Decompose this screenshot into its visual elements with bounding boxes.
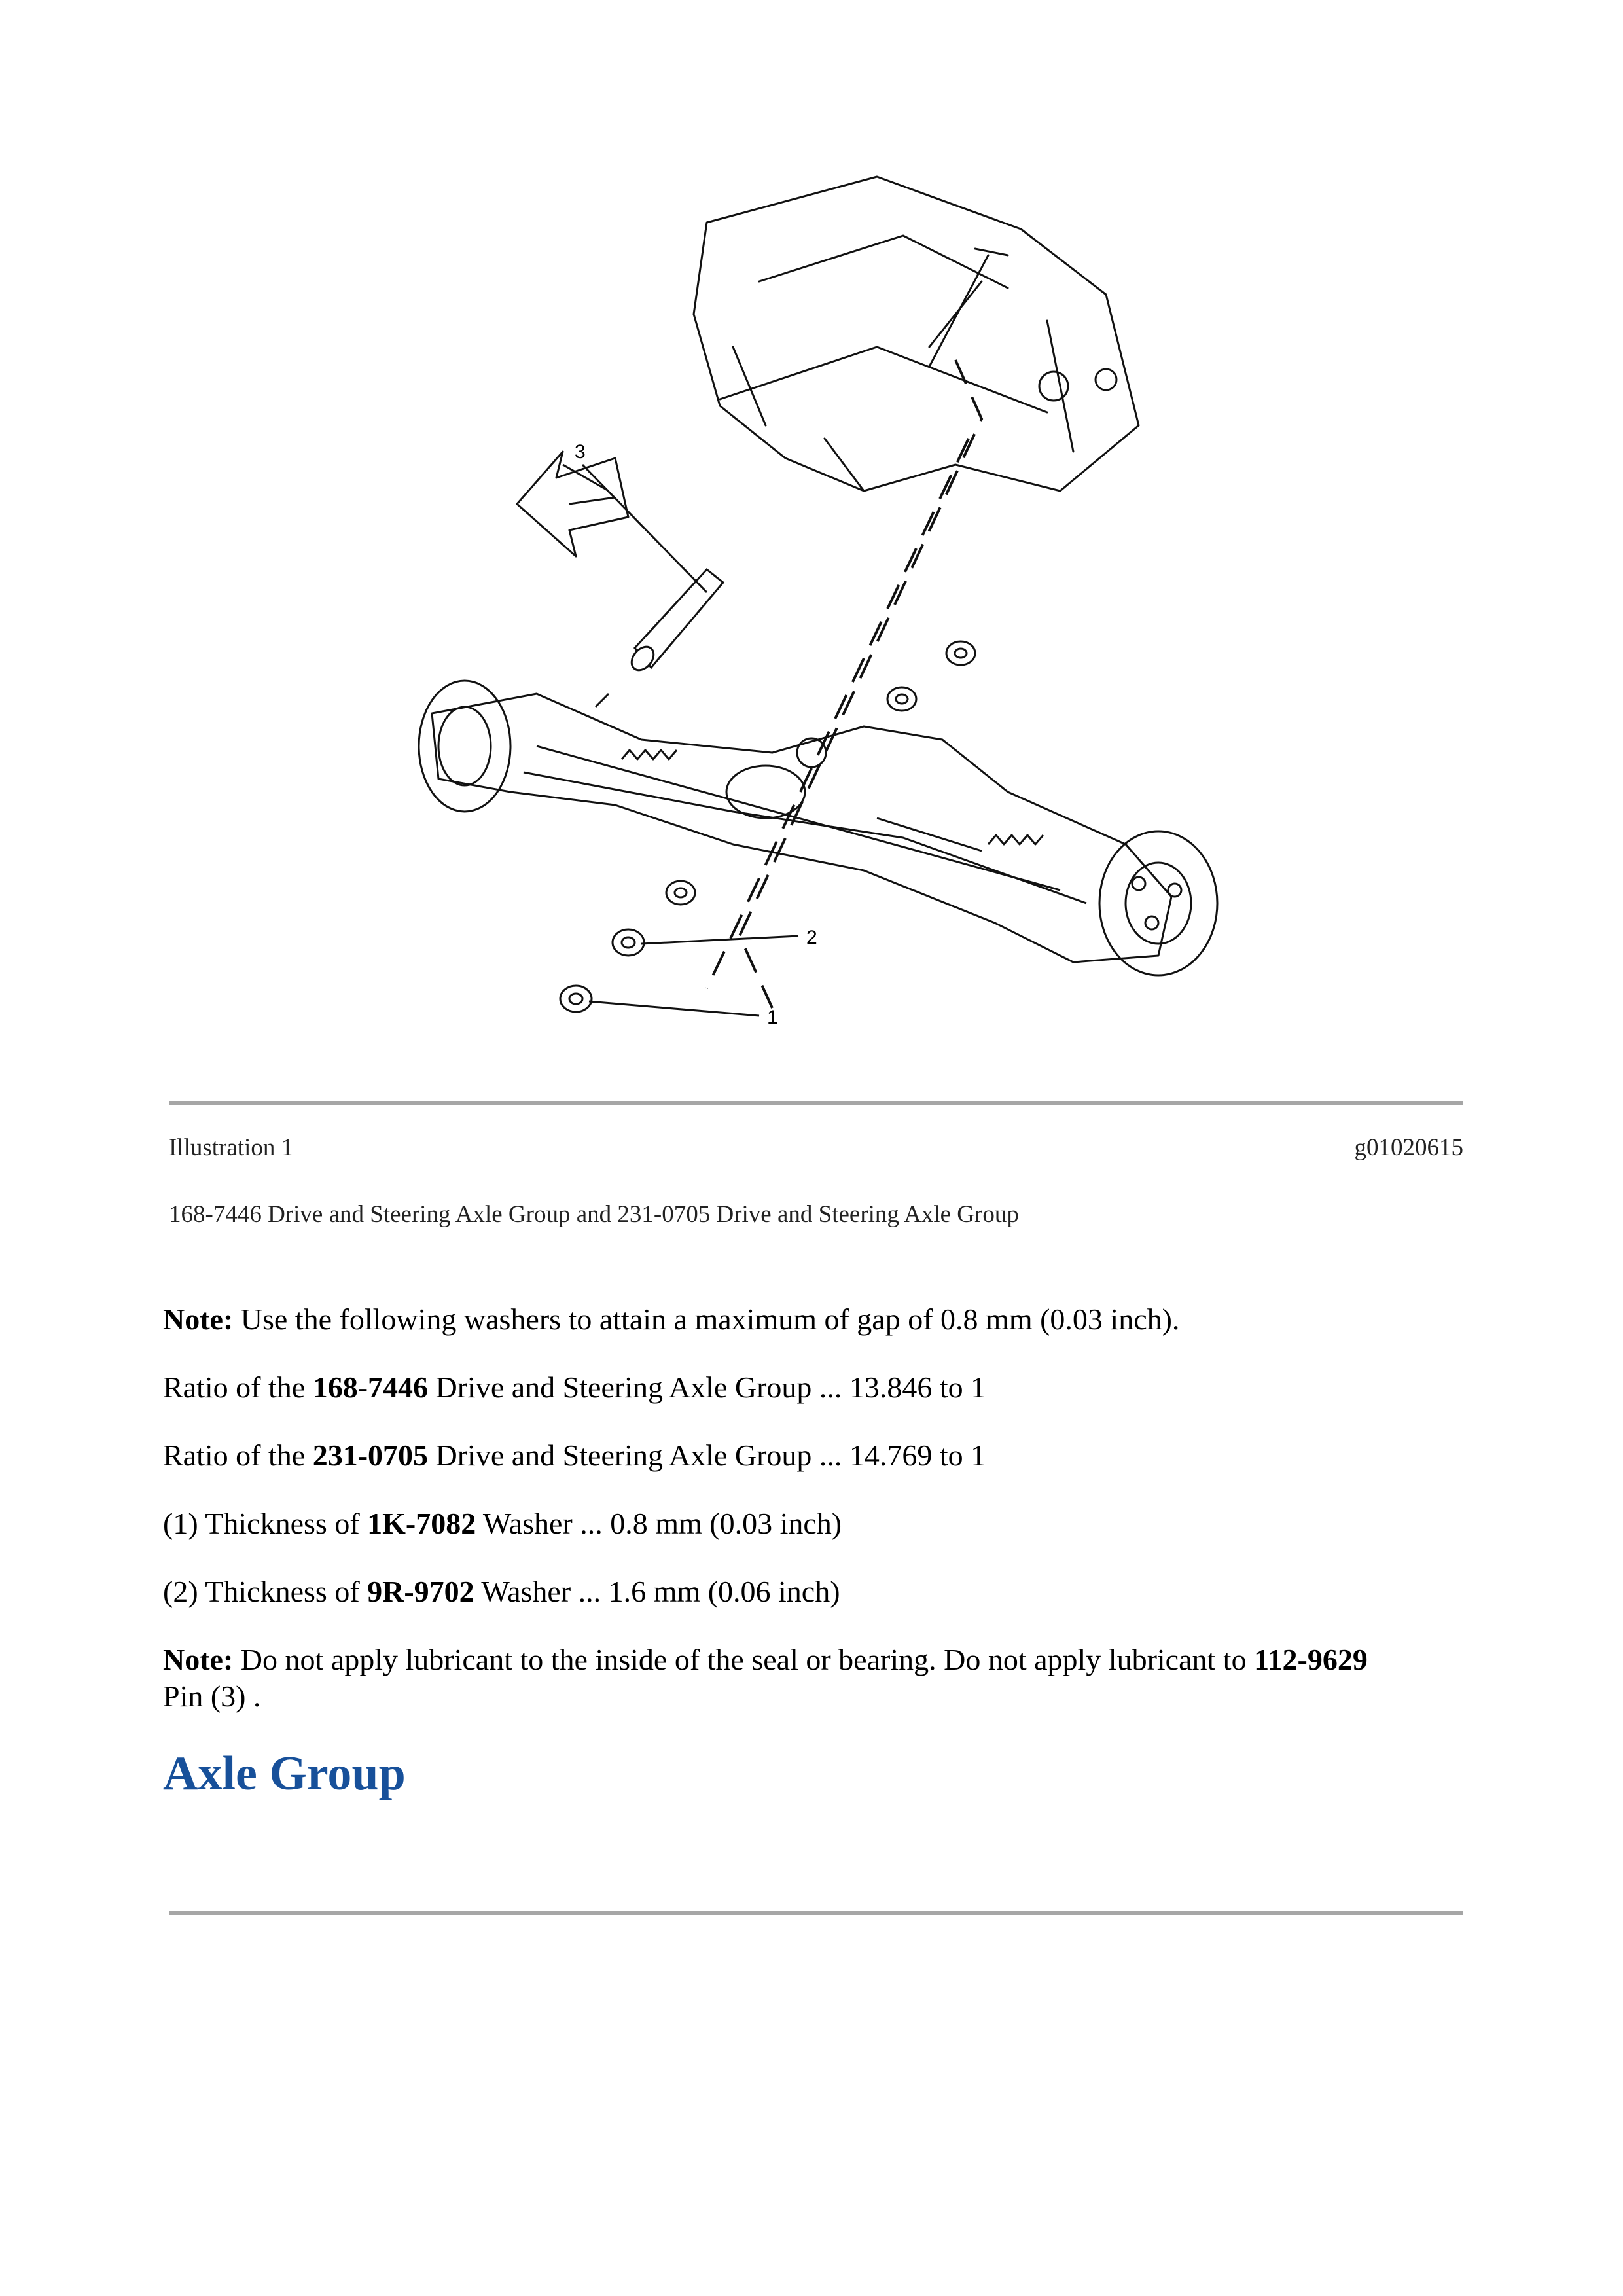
note-text: Use the following washers to attain a maximum of gap of 0.8 mm (0.03 inch).	[233, 1302, 1180, 1336]
ratio-231-0705	[163, 1437, 1472, 1474]
callout-3: 3	[575, 441, 586, 463]
part-number: 168-7446	[312, 1371, 429, 1404]
ratio-value: Drive and Steering Axle Group ... 14.769 to 1	[428, 1439, 986, 1472]
ratio-prefix: Ratio of the	[163, 1371, 313, 1404]
divider-top	[169, 1101, 1463, 1105]
callout-2: 2	[806, 927, 817, 948]
note-text: Do not apply lubricant to the inside of the seal or bearing. Do not apply lubricant to	[233, 1643, 1255, 1676]
washer-1-thickness	[163, 1505, 1472, 1542]
washer-value: Washer ... 1.6 mm (0.06 inch)	[474, 1575, 840, 1608]
note-text-end: Pin (3) .	[163, 1679, 261, 1713]
callout-1: 1	[767, 1007, 778, 1028]
illustration-id: g01020615	[1354, 1134, 1463, 1161]
divider-bottom	[169, 1911, 1463, 1915]
ratio-value: Drive and Steering Axle Group ... 13.846 to 1	[428, 1371, 986, 1404]
section-heading: Axle Group	[163, 1747, 406, 1801]
part-number: 1K-7082	[367, 1507, 476, 1540]
note-label: Note:	[163, 1302, 234, 1336]
ratio-prefix: Ratio of the	[163, 1439, 313, 1472]
illustration-caption: 168-7446 Drive and Steering Axle Group and 231-0705 Drive and Steering Axle Group	[169, 1201, 1019, 1228]
washer-value: Washer ... 0.8 mm (0.03 inch)	[476, 1507, 842, 1540]
part-number: 112-9629	[1254, 1643, 1368, 1676]
axle-illustration	[366, 151, 1243, 1041]
ratio-168-7446	[163, 1369, 1472, 1406]
illustration-label: Illustration 1	[169, 1134, 294, 1161]
note-gap	[163, 1301, 1472, 1338]
part-number: 9R-9702	[367, 1575, 474, 1608]
washer-2-thickness	[163, 1573, 1472, 1610]
note-lubricant	[163, 1641, 1472, 1715]
washer-prefix: (2) Thickness of	[163, 1575, 368, 1608]
part-number: 231-0705	[312, 1439, 429, 1472]
washer-prefix: (1) Thickness of	[163, 1507, 368, 1540]
note-label: Note:	[163, 1643, 234, 1676]
